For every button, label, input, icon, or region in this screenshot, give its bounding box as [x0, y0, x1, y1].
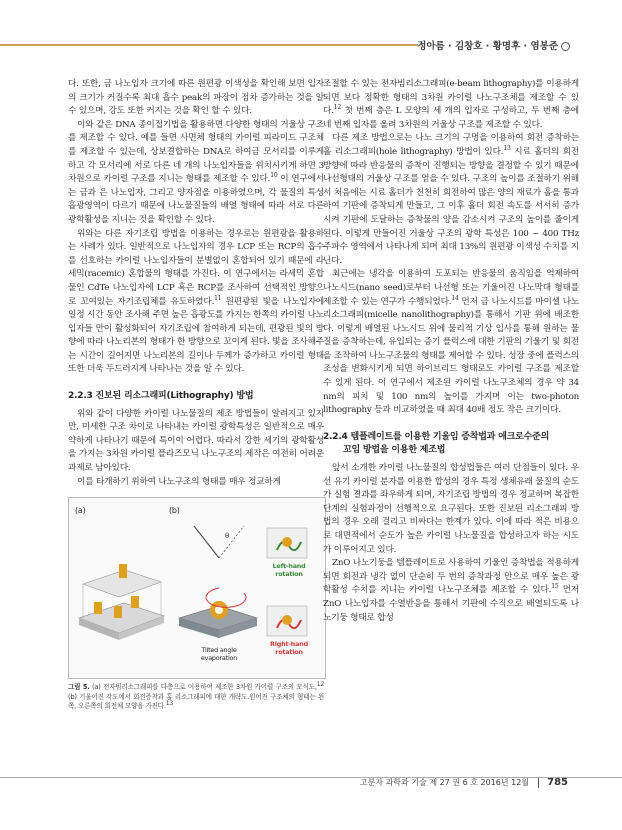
- paragraph: 위와 같이 다양한 카이럴 나노물질의 제조 방법들이 알려지고 있지만, 미세한 구조 차이로 나타내는 카이럴 광학특성은 일반적으로 매우 약하게 나타나기 때문에 특이이 어렵다. 따라서 강한 세기의 광학활성을 가지는 3차원 카이럴 플라즈모닉 나노구조의 제작은 여전히 어려운 과제로 남아있다.: [68, 408, 324, 474]
- left-hand-rotation-label: Left-hand rotation: [272, 562, 306, 579]
- paragraph: 최근에는 냉각을 이용하여 도포되는 반응물의 움직임을 억제하여 나노시드(nano seed)로부터 나선형 또는 기울어진 나노막대 형태를 제조할 수 있는 연구가 수행되었다.$^{14}$ 먼저 금 나노시드를 마이셀 나노리소그래피(micelle nanolithography)를 통해서 기판 위에 배조한다. 이렇게 배열된 나노시드 위에 물리적 기상 입사를 통해 원하는 물질을 증착하는데, 유입되는 증기 플럭스에 대한 기판의 기울기 및 회전을 조작하여 나노구조물의 형태를 제어할 수 있다. 성장 중에 플럭스의 조성을 변화시키게 되면 하이브리드 형태로도 카이럴 구조를 제조할 수 있게 된다. 이 연구에서 제조된 카이럴 나노구조체의 경우 약 34 nm의 피치 및 100 nm의 높이를 가지며 이는 two-photon lithography 등과 비교하였을 때 최대 40배 정도 작은 크기이다.: [323, 269, 579, 416]
- right-rotation-schematic: [267, 606, 307, 636]
- header-accent-bar: [0, 44, 418, 46]
- circle-icon: [561, 42, 570, 51]
- paragraph: 위와는 다른 자기조립 방법을 이용하는 경우로는 원편광을 활용하는 사례가 있다. 일반적으로 나노입자의 경우 LCP 또는 RCP의 흡수를 선호하는 카이럴 나노입자들이 분별없이 혼합되어 있기 때문에 라세믹(racemic) 혼합물의 형태를 가진다. 이 연구에서는 라세믹 혼합물인 CdTe 나노입자에 LCP 혹은 RCP를 조사하여 선택적인 방향으로 꼬여있는 자기조립체를 유도하였다.$^{11}$ 원편광된 빛을 나노입자에 일정 시간 동안 조사해 주면 높은 흡광도를 가지는 한쪽의 카이럴 나노입자들 만이 활성화되어 자기조립에 참여하게 되는데, 편광된 빛의 방향에 따라 나노리본의 형태가 한 방향으로 꼬이게 된다. 빛을 조사해주는 시간이 길어지면 나노리본의 길이나 두께가 증가하고 카이럴 형태 또한 더욱 두드러지게 나타나는 것을 알 수 있다.: [68, 228, 324, 375]
- section-heading: 2.2.4 템플레이트를 이용한 기울임 증착법과 애크로수준의 꼬임 방법을 이용한 제조법: [323, 431, 550, 456]
- right-hand-rotation-label: Right-hand rotation: [270, 640, 308, 657]
- journal-volume: 제 27 권 6 호 2016년 12월: [429, 778, 530, 787]
- figure-caption: 그림 5. (a) 전자빔리소그래피를 다층으로 이용하여 제조한 3차원 카이럴 구조의 모식도,$^{12}$ (b) 기울어진 각도에서 회전증착과 홀 리소그래피에 대한 개략도.원어진 구조체의 형태는 왼쪽, 오른쪽의 회전체 모양을 가진다.$^{13}$: [68, 681, 324, 711]
- paragraph: 이를 타개하기 위하여 나노구조의 형태를 매우 정교하게: [77, 476, 281, 487]
- paragraph: 앞서 소개한 카이럴 나노물질의 합성법들은 여러 단점들이 있다. 우선 유기 카이럴 분자를 이용한 합성의 경우 특정 생체유래 물질의 순도가 실험 결과를 좌우하게 되며, 자기조립 방법의 경우 정교하며 복잡한 단계의 실험과정이 선행적으로 요구된다. 또한 진보된 리소그래피 방법의 경우 오래 걸리고 비싸다는 한계가 있다. 이에 따라 적은 비용으로 대면적에서 순도가 높은 카이럴 나노물질을 합성하고자 하는 시도가 이루어지고 있다.: [323, 463, 579, 555]
- paragraph: 이와 같은 DNA 종이접기법을 활용하면 다양한 형태의 거울상 구조를 제조할 수 있다. 예를 들면 사면체 형태의 카이럴 피라미드 구조체를 제조할 수 있는데, 상보결합하는 DNA로 하여금 모서리를 이루게 하고 각 모서리에 서로 다른 네 개의 나노입자들을 위치시키게 하면 3차원으로 카이럴 구조를 지니는 형태를 제조할 수 있다.$^{10}$ 이 연구에서는 금과 은 나노입자, 그리고 양자점을 이용하였으며, 각 물질의 특성 흡광영역이 다르기 때문에 나노물질들의 배열 형태에 따라 서로 다른 광학활성을 지니는 것을 확인할 수 있다.: [68, 119, 324, 225]
- authors-text: 정아름 · 김창호 · 황명후 · 염봉준: [417, 41, 558, 52]
- section-heading: 2.2.3 진보된 리소그래피(Lithography) 방법: [68, 391, 254, 402]
- panel-label-a: (a): [75, 506, 86, 516]
- paragraph: ZnO 나노기둥을 템플레이트로 사용하여 기울인 증착법을 적용하게 되면 회전과 냉각 없이 단순히 두 번의 증착과정 만으로 매우 높은 광학활성 수치를 지니는 카이럴 나노구조체를 제조할 수 있다.$^{15}$ 먼저 ZnO 나노입자를 수열반응을 통해서 기판에 수직으로 배열되도록 나노기둥 형태로 합성: [323, 558, 580, 623]
- left-column: [68, 78, 324, 712]
- right-column: [323, 78, 579, 625]
- left-rotation-schematic: [267, 528, 307, 558]
- paragraph: 조절할 수 있는 전자빔리소그래피(e-beam lithography)를 이용하게 되면 보다 정확한 형태의 3차원 카이럴 나노구조체를 제조할 수 있다.$^{12}$ 첫 번째 층은 L 모양의 세 개의 입자로 구성하고, 두 번째 층에 네 번째 입자를 올려 3차원의 거울상 구조를 제조할 수 있다.: [323, 79, 579, 130]
- tilted-angle-label: Tilted angle evaporation: [200, 646, 238, 663]
- journal-name: 고분자 과학과 기술: [359, 778, 427, 787]
- paragraph: 다. 또한, 금 나노입자 크기에 따른 원편광 이색성을 확인해 보면 입자의 크기가 커질수록 최대 흡수 peak의 파장이 점차 증가하는 것을 알 수 있으며, 강도 또한 커지는 것을 확인 할 수 있다.: [68, 79, 324, 117]
- chiral-structure-schematic: [79, 564, 164, 640]
- page-number: 785: [547, 777, 568, 788]
- header-authors: [417, 38, 570, 52]
- svg-text:θ: θ: [225, 532, 230, 541]
- figure-5: [68, 497, 326, 679]
- footer-separator: [538, 778, 539, 788]
- panel-label-b: (b): [169, 506, 180, 516]
- paragraph: 다른 제조 방법으로는 나노 크기의 구멍을 이용하여 회전 증착하는 홀 리소그래피(hole lithography) 방법이 있다.$^{13}$ 시료 홀더의 회전 방향에 따라 반응물의 증착이 진행되는 방향을 결정할 수 있기 때문에 나선형태의 거울상 구조를 얻을 수 있다. 구조의 높이를 조절하기 위해서 처음에는 시료 홀더가 천천히 회전하여 많은 양의 재료가 홀을 통과하여 기판에 증착되게 만들고, 그 이후 홀더 회전 속도를 서서히 증가시켜 기판에 도달하는 증착물의 양을 감소시켜 구조의 높이를 줄이게 된다. 이렇게 만들어진 거울상 구조의 광학 특성은 100 ~ 400 THz 주파수 영역에서 나타나게 되며 최대 13%의 원편광 이색성 수치를 지닌다.: [323, 133, 579, 266]
- footer: [360, 777, 568, 788]
- evaporation-schematic: [179, 526, 257, 638]
